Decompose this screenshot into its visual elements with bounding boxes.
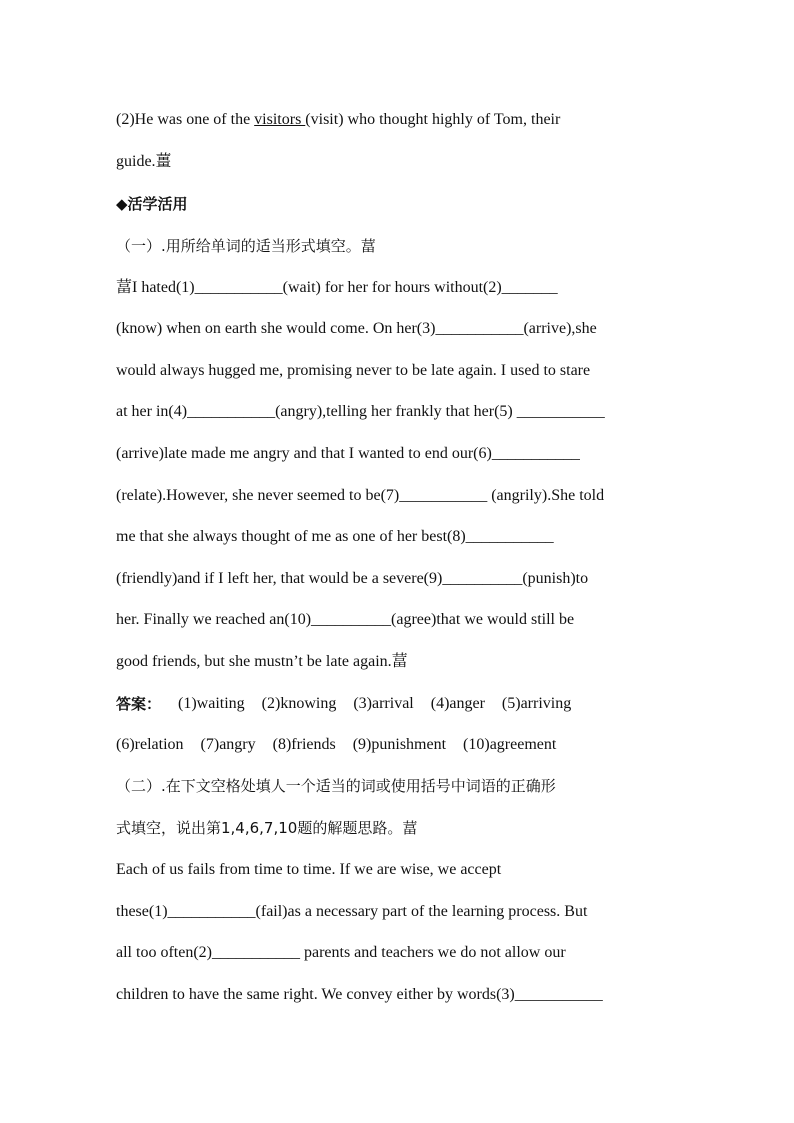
answer-line-1 [116, 694, 680, 714]
filled-answer-visitors: visitors [254, 111, 306, 128]
answer-line-2 [116, 735, 680, 755]
answer-item: (9)punishment [352, 736, 447, 753]
answer-item: (8)friends [272, 736, 336, 753]
text-segment: (2)He was one of the [116, 111, 255, 128]
text-line: (friendly)and if I left her, that would be a severe(9)__________(punish)to [116, 570, 589, 587]
text-line: Each of us fails from time to time. If we are wise, we accept [116, 861, 502, 878]
exercise-title-2-cont: 式填空，说出第1,4,6,7,10题的解题思路。葍 [116, 819, 418, 837]
text-line: these(1)___________(fail)as a necessary part of the learning process. But [116, 903, 588, 920]
answer-item: (5)arriving [501, 695, 572, 712]
text-line: 葍I hated(1)___________(wait) for her for hours without(2)_______ [116, 279, 558, 296]
text-line: guide.薑 [116, 153, 172, 170]
answer-item: (2)knowing [261, 695, 337, 712]
answer-item: (1)waiting [178, 695, 245, 712]
answer-item: (7)angry [200, 736, 256, 753]
text-line: all too often(2)___________ parents and teachers we do not allow our [116, 944, 566, 961]
answer-item: (4)anger [430, 695, 485, 712]
answer-item: (6)relation [116, 736, 184, 753]
answer-label: 答案： [116, 695, 162, 713]
text-line: (relate).However, she never seemed to be(7)___________ (angrily).She told [116, 487, 605, 504]
answer-item: (3)arrival [353, 695, 414, 712]
text-line: (arrive)late made me angry and that I wanted to end our(6)___________ [116, 445, 580, 462]
text-line: at her in(4)___________(angry),telling her frankly that her(5) ___________ [116, 403, 605, 420]
text-line: (know) when on earth she would come. On her(3)___________(arrive),she [116, 320, 597, 337]
exercise-title-2: （二）.在下文空格处填人一个适当的词或使用括号中词语的正确形 [116, 777, 556, 795]
text-line: would always hugged me, promising never to be late again. I used to stare [116, 362, 591, 379]
text-line: her. Finally we reached an(10)__________(agree)that we would still be [116, 611, 575, 628]
text-line: children to have the same right. We convey either by words(3)___________ [116, 986, 603, 1003]
text-line: me that she always thought of me as one of her best(8)___________ [116, 528, 554, 545]
sentence-visitors [116, 110, 680, 130]
text-segment: (visit) who thought highly of Tom, their [305, 111, 561, 128]
text-line: good friends, but she mustn’t be late again.葍 [116, 653, 408, 670]
exercise-title-1: （一）.用所给单词的适当形式填空。葍 [116, 237, 376, 255]
section-heading: ◆活学活用 [116, 195, 188, 213]
answer-item: (10)agreement [463, 736, 557, 753]
